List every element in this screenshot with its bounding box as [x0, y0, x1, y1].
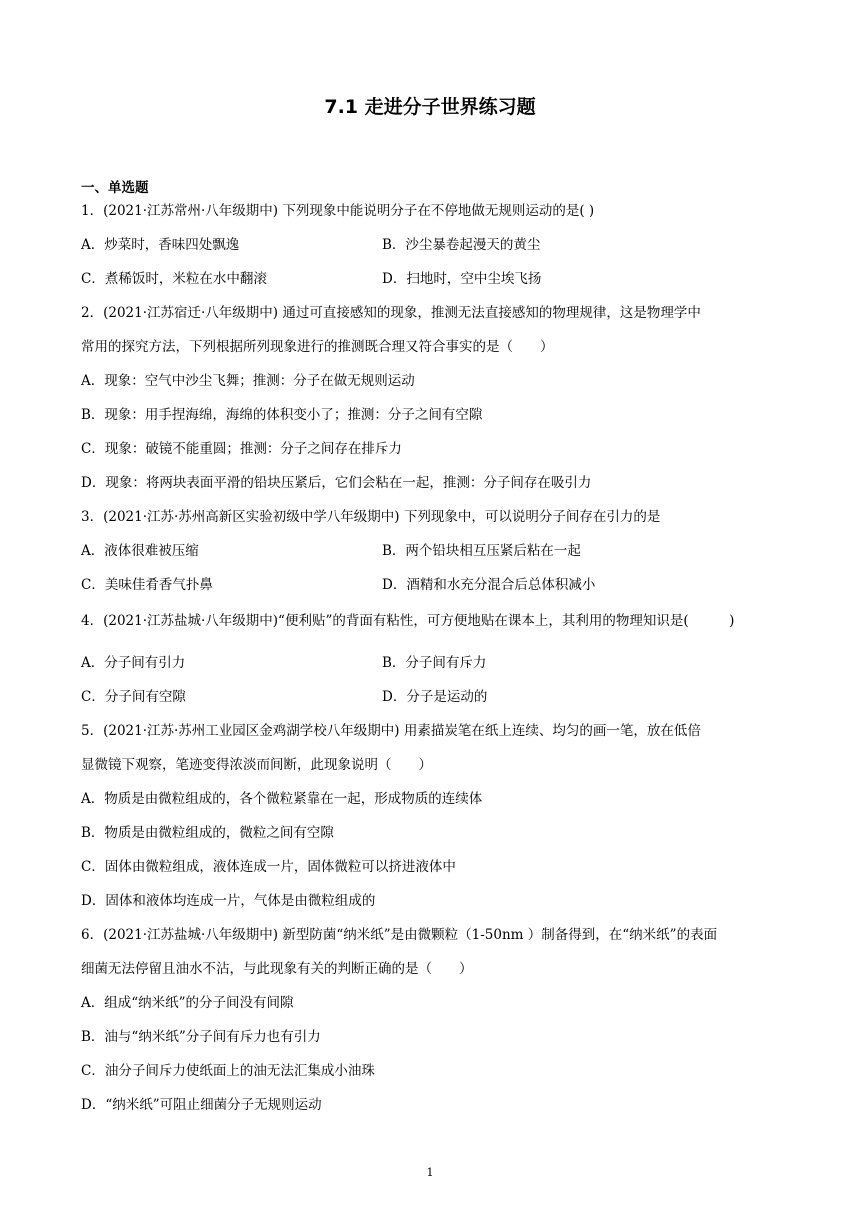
question-1-option-d: D．扫地时，空中尘埃飞扬 [382, 271, 542, 287]
question-2-option-a: A．现象：空气中沙尘飞舞；推测：分子在做无规则运动 [81, 373, 415, 389]
question-6-option-a: A．组成“纳米纸”的分子间没有间隙 [81, 995, 294, 1011]
question-4-stem: 4．(2021·江苏盐城·八年级期中)“便利贴”的背面有粘性，可方便地贴在课本上，其利用的物理知识是( ) [81, 613, 735, 629]
question-2-option-c: C．现象：破镜不能重圆；推测：分子之间存在排斥力 [81, 441, 402, 457]
question-2-option-d: D．现象：将两块表面平滑的铅块压紧后，它们会粘在一起，推测：分子间存在吸引力 [81, 475, 592, 491]
question-1-stem: 1．(2021·江苏常州·八年级期中) 下列现象中能说明分子在不停地做无规则运动的是( ) [81, 203, 595, 219]
question-6-option-b: B．油与“纳米纸”分子间有斥力也有引力 [81, 1029, 321, 1045]
question-2-stem-line-1: 2．(2021·江苏宿迁·八年级期中) 通过可直接感知的现象，推测无法直接感知的物理规律，这是物理学中 [81, 305, 701, 321]
question-6-stem-line-1: 6．(2021·江苏盐城·八年级期中) 新型防菌“纳米纸”是由微颗粒（1-50nm ）制备得到，在“纳米纸”的表面 [81, 927, 718, 943]
question-1-option-b: B．沙尘暴卷起漫天的黄尘 [382, 237, 541, 253]
question-4-option-a: A．分子间有引力 [81, 655, 186, 671]
question-6-stem-line-2: 细菌无法停留且油水不沾，与此现象有关的判断正确的是（ ） [81, 961, 473, 977]
question-6-option-c: C．油分子间斥力使纸面上的油无法汇集成小油珠 [81, 1063, 375, 1079]
question-4-option-b: B．分子间有斥力 [382, 655, 487, 671]
question-3-option-a: A．液体很难被压缩 [81, 543, 199, 559]
question-5-option-c: C．固体由微粒组成，液体连成一片，固体微粒可以挤进液体中 [81, 859, 456, 875]
question-1-option-c: C．煮稀饭时，米粒在水中翻滚 [81, 271, 267, 287]
section-heading: 一、单选题 [81, 180, 149, 196]
question-4-option-d: D．分子是运动的 [382, 689, 488, 705]
question-5-option-a: A．物质是由微粒组成的，各个微粒紧靠在一起，形成物质的连续体 [81, 791, 483, 807]
question-5-stem-line-2: 显微镜下观察，笔迹变得浓淡而间断，此现象说明（ ） [81, 757, 432, 773]
page-title: 7.1 走进分子世界练习题 [324, 96, 536, 118]
question-3-stem: 3．(2021·江苏·苏州高新区实验初级中学八年级期中) 下列现象中，可以说明分子间存在引力的是 [81, 509, 661, 525]
question-2-option-b: B．现象：用手捏海绵，海绵的体积变小了；推测：分子之间有空隙 [81, 407, 483, 423]
question-2-stem-line-2: 常用的探究方法，下列根据所列现象进行的推测既合理又符合事实的是（ ） [81, 339, 554, 355]
question-3-option-c: C．美味佳肴香气扑鼻 [81, 577, 213, 593]
question-5-stem-line-1: 5．(2021·江苏·苏州工业园区金鸡湖学校八年级期中) 用素描炭笔在纸上连续、均匀的画一笔，放在低倍 [81, 723, 701, 739]
question-5-option-b: B．物质是由微粒组成的，微粒之间有空隙 [81, 825, 334, 841]
page-number: 1 [426, 1166, 434, 1179]
question-5-option-d: D．固体和液体均连成一片，气体是由微粒组成的 [81, 893, 376, 909]
question-3-option-b: B．两个铅块相互压紧后粘在一起 [382, 543, 581, 559]
question-1-option-a: A．炒菜时，香味四处飘逸 [81, 237, 240, 253]
question-3-option-d: D．酒精和水充分混合后总体积减小 [382, 577, 596, 593]
question-6-option-d: D．“纳米纸”可阻止细菌分子无规则运动 [81, 1097, 322, 1113]
question-4-option-c: C．分子间有空隙 [81, 689, 186, 705]
